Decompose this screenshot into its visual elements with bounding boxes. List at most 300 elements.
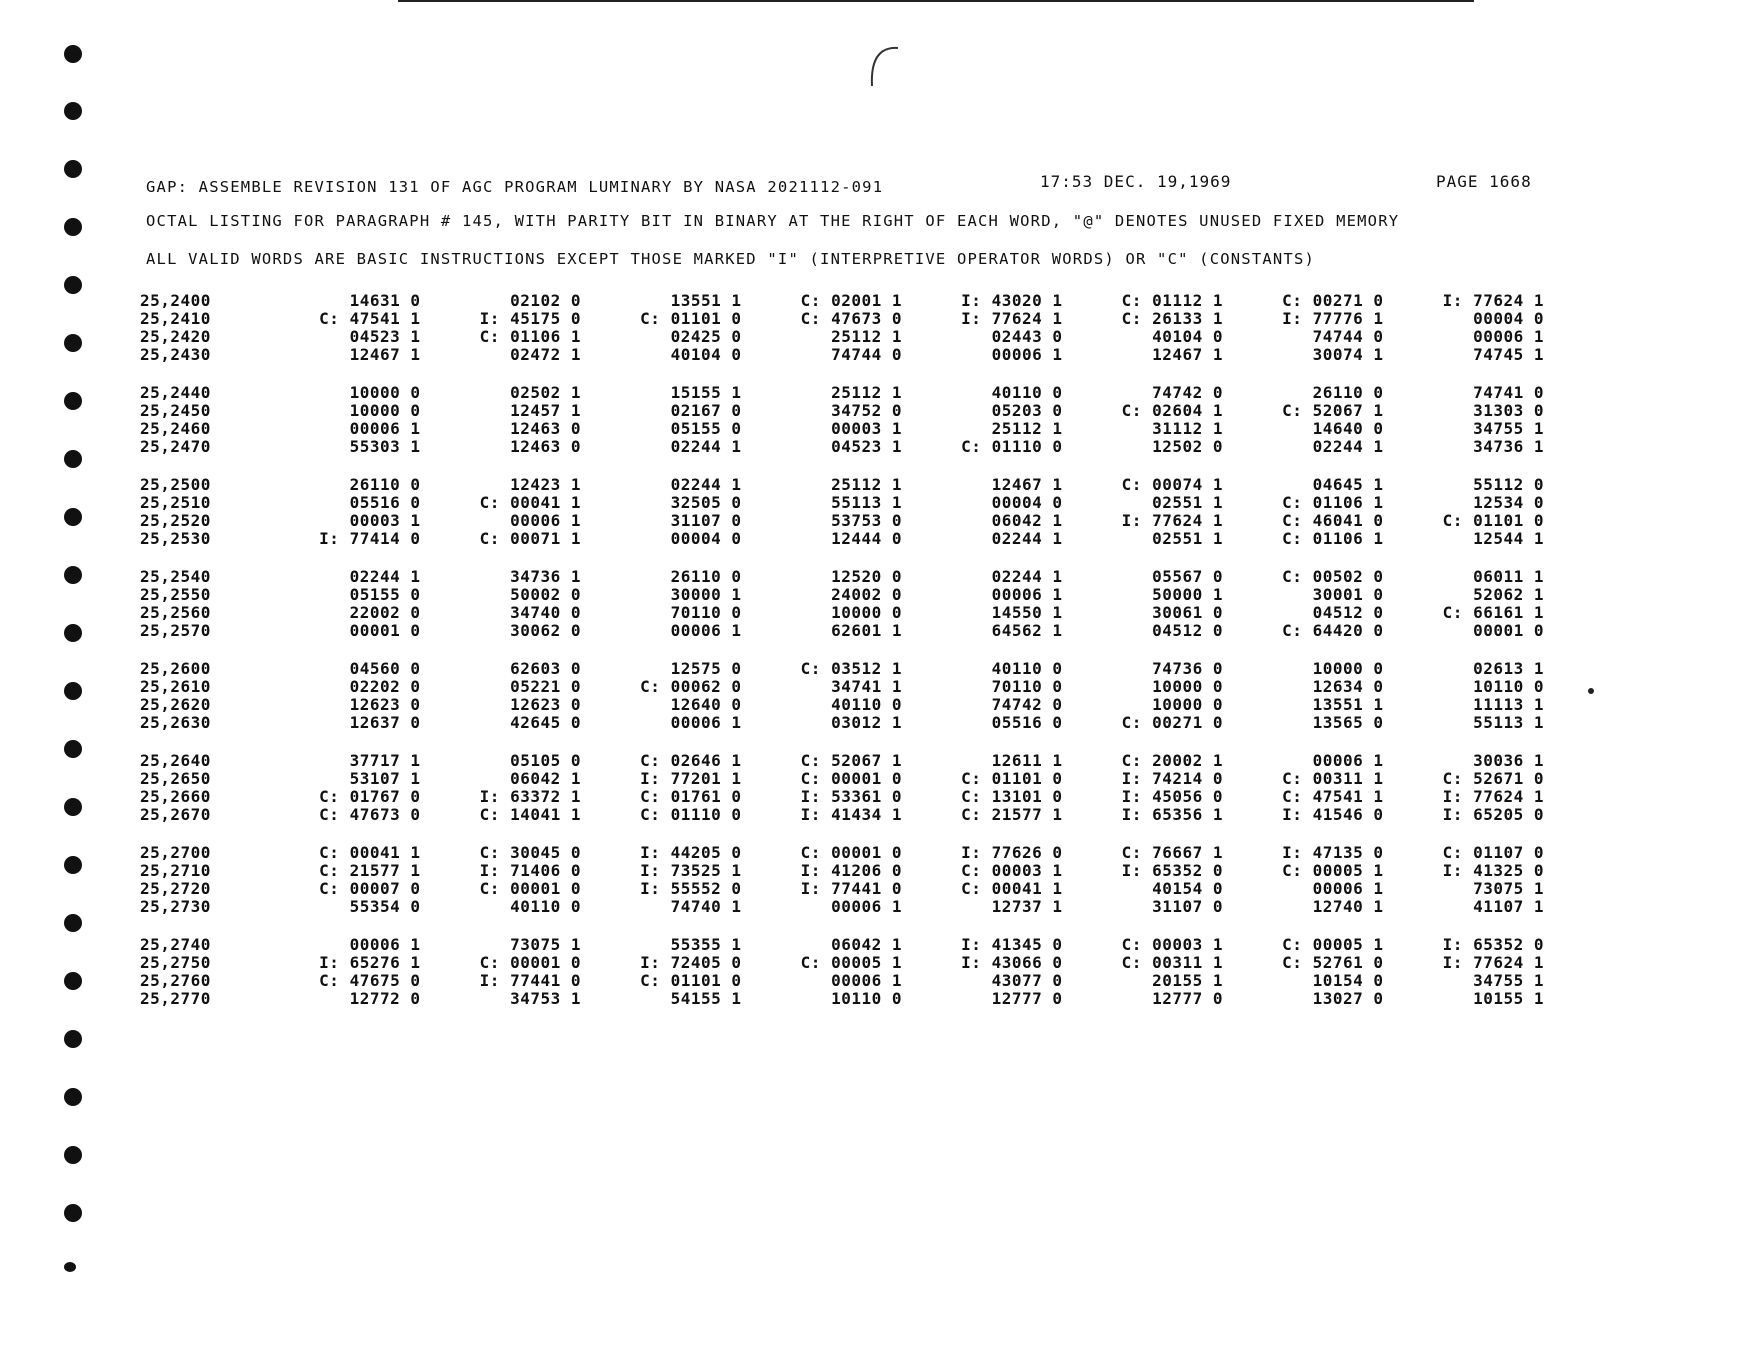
feed-hole xyxy=(64,102,82,120)
word: 22002 0 xyxy=(349,603,421,622)
word: C: 30045 0 xyxy=(479,843,581,862)
listing-row xyxy=(140,586,1550,604)
row-address: 25,2700 xyxy=(140,843,211,862)
listing-row xyxy=(140,844,1550,862)
word: 14631 0 xyxy=(349,291,421,310)
word: 40104 0 xyxy=(670,345,742,364)
listing-row xyxy=(140,310,1550,328)
word: 11113 1 xyxy=(1473,695,1544,714)
word: I: 47135 0 xyxy=(1282,843,1384,862)
row-address: 25,2440 xyxy=(140,383,211,402)
row-address: 25,2560 xyxy=(140,603,211,622)
word: 14640 0 xyxy=(1312,419,1384,438)
feed-hole xyxy=(64,218,82,236)
row-address: 25,2730 xyxy=(140,897,211,916)
word: 06011 1 xyxy=(1473,567,1544,586)
listing-row xyxy=(140,972,1550,990)
word: C: 00001 0 xyxy=(800,843,902,862)
word: C: 52067 1 xyxy=(1282,401,1384,420)
feed-hole xyxy=(64,392,82,410)
word: 15155 1 xyxy=(670,383,742,402)
listing-row xyxy=(140,936,1550,954)
header-line-2: OCTAL LISTING FOR PARAGRAPH # 145, WITH PARITY BIT IN BINARY AT THE RIGHT OF EACH WORD, "@" DENOTES UNUSED FIXED MEMORY xyxy=(146,212,1400,230)
listing-row xyxy=(140,420,1550,438)
row-address: 25,2630 xyxy=(140,713,211,732)
word: I: 65352 0 xyxy=(1442,935,1544,954)
listing-row xyxy=(140,512,1550,530)
word: C: 02001 1 xyxy=(800,291,902,310)
word: 34755 1 xyxy=(1473,419,1544,438)
word: I: 41345 0 xyxy=(961,935,1063,954)
word: C: 01767 0 xyxy=(319,787,421,806)
word: I: 41325 0 xyxy=(1442,861,1544,880)
word: 34741 1 xyxy=(831,677,902,696)
word: 62603 0 xyxy=(510,659,581,678)
word: 00006 1 xyxy=(831,971,902,990)
word: 40110 0 xyxy=(991,659,1063,678)
word: I: 77626 0 xyxy=(961,843,1063,862)
row-address: 25,2640 xyxy=(140,751,211,770)
word: 12534 0 xyxy=(1473,493,1544,512)
row-address: 25,2770 xyxy=(140,989,211,1008)
word: 55112 0 xyxy=(1473,475,1544,494)
listing-row xyxy=(140,568,1550,586)
word: 34736 1 xyxy=(510,567,581,586)
word: 02244 1 xyxy=(670,475,742,494)
feed-hole xyxy=(64,1088,82,1106)
word: C: 00074 1 xyxy=(1121,475,1223,494)
listing-row xyxy=(140,476,1550,494)
word: 12623 0 xyxy=(349,695,421,714)
word: 12640 0 xyxy=(670,695,742,714)
row-address: 25,2650 xyxy=(140,769,211,788)
word: C: 52671 0 xyxy=(1442,769,1544,788)
word: 12623 0 xyxy=(510,695,581,714)
word: C: 00062 0 xyxy=(640,677,742,696)
listing-block xyxy=(140,568,1550,640)
word: I: 63372 1 xyxy=(479,787,581,806)
word: C: 01110 0 xyxy=(961,437,1063,456)
feed-hole xyxy=(64,334,82,352)
word: 54155 1 xyxy=(670,989,742,1008)
word: 02167 0 xyxy=(670,401,742,420)
word: 30074 1 xyxy=(1312,345,1384,364)
word: 13551 1 xyxy=(670,291,742,310)
row-address: 25,2670 xyxy=(140,805,211,824)
word: I: 77201 1 xyxy=(640,769,742,788)
word: 00006 1 xyxy=(349,419,421,438)
feed-hole xyxy=(64,682,82,700)
word: I: 73525 1 xyxy=(640,861,742,880)
word: 00003 1 xyxy=(349,511,421,530)
pen-mark xyxy=(862,42,902,92)
listing-row xyxy=(140,880,1550,898)
word: C: 20002 1 xyxy=(1121,751,1223,770)
word: 12502 0 xyxy=(1152,437,1223,456)
listing-block xyxy=(140,384,1550,456)
word: 12777 0 xyxy=(991,989,1063,1008)
row-address: 25,2510 xyxy=(140,493,211,512)
word: C: 00311 1 xyxy=(1282,769,1384,788)
word: 10000 0 xyxy=(349,383,421,402)
word: I: 77624 1 xyxy=(1121,511,1223,530)
word: 00006 1 xyxy=(991,585,1063,604)
word: 50000 1 xyxy=(1152,585,1223,604)
word: I: 77624 1 xyxy=(1442,787,1544,806)
header-page: PAGE 1668 xyxy=(1436,172,1532,191)
word: 00006 1 xyxy=(349,935,421,954)
word: I: 71406 0 xyxy=(479,861,581,880)
word: 00006 1 xyxy=(670,621,742,640)
word: 00006 1 xyxy=(510,511,581,530)
word: 06042 1 xyxy=(510,769,581,788)
listing-row xyxy=(140,898,1550,916)
word: C: 00502 0 xyxy=(1282,567,1384,586)
listing-block xyxy=(140,292,1550,364)
word: 02502 1 xyxy=(510,383,581,402)
word: C: 47675 0 xyxy=(319,971,421,990)
word: 06042 1 xyxy=(991,511,1063,530)
word: 55113 1 xyxy=(1473,713,1544,732)
word: 34740 0 xyxy=(510,603,581,622)
word: C: 00271 0 xyxy=(1282,291,1384,310)
word: 70110 0 xyxy=(991,677,1063,696)
word: 05567 0 xyxy=(1152,567,1223,586)
feed-hole xyxy=(64,45,82,63)
word: 55113 1 xyxy=(831,493,902,512)
word: C: 13101 0 xyxy=(961,787,1063,806)
word: C: 00041 1 xyxy=(479,493,581,512)
word: C: 47541 1 xyxy=(319,309,421,328)
word: 73075 1 xyxy=(510,935,581,954)
listing-row xyxy=(140,530,1550,548)
word: 34755 1 xyxy=(1473,971,1544,990)
word: I: 77414 0 xyxy=(319,529,421,548)
ink-dot xyxy=(1588,688,1594,694)
word: I: 45175 0 xyxy=(479,309,581,328)
word: C: 01107 0 xyxy=(1442,843,1544,862)
word: C: 02646 1 xyxy=(640,751,742,770)
word: 00006 1 xyxy=(991,345,1063,364)
row-address: 25,2450 xyxy=(140,401,211,420)
feed-hole xyxy=(64,1146,82,1164)
word: 12444 0 xyxy=(831,529,902,548)
word: 06042 1 xyxy=(831,935,902,954)
word: 00006 1 xyxy=(831,897,902,916)
listing-row xyxy=(140,622,1550,640)
word: 74742 0 xyxy=(1152,383,1223,402)
word: 40154 0 xyxy=(1152,879,1223,898)
word: C: 00005 1 xyxy=(1282,935,1384,954)
listing-row xyxy=(140,990,1550,1008)
row-address: 25,2660 xyxy=(140,787,211,806)
listing-row xyxy=(140,788,1550,806)
word: I: 43066 0 xyxy=(961,953,1063,972)
word: 55355 1 xyxy=(670,935,742,954)
word: 74736 0 xyxy=(1152,659,1223,678)
feed-hole xyxy=(64,276,82,294)
word: 37717 1 xyxy=(349,751,421,770)
word: 12777 0 xyxy=(1152,989,1223,1008)
word: I: 65276 1 xyxy=(319,953,421,972)
word: 05105 0 xyxy=(510,751,581,770)
word: I: 77441 0 xyxy=(479,971,581,990)
word: C: 26133 1 xyxy=(1121,309,1223,328)
word: 12423 1 xyxy=(510,475,581,494)
feed-hole xyxy=(64,972,82,990)
word: I: 77624 1 xyxy=(1442,291,1544,310)
word: C: 01101 0 xyxy=(640,971,742,990)
word: 05516 0 xyxy=(349,493,421,512)
word: 02425 0 xyxy=(670,327,742,346)
word: 24002 0 xyxy=(831,585,902,604)
word: C: 01761 0 xyxy=(640,787,742,806)
word: 10110 0 xyxy=(1473,677,1544,696)
word: 43077 0 xyxy=(991,971,1063,990)
listing-row xyxy=(140,696,1550,714)
listing-row xyxy=(140,752,1550,770)
word: 10000 0 xyxy=(1152,677,1223,696)
word: 55303 1 xyxy=(349,437,421,456)
feed-hole xyxy=(64,914,82,932)
word: 53107 1 xyxy=(349,769,421,788)
word: 53753 0 xyxy=(831,511,902,530)
word: I: 53361 0 xyxy=(800,787,902,806)
listing-row xyxy=(140,714,1550,732)
header-line-3: ALL VALID WORDS ARE BASIC INSTRUCTIONS EXCEPT THOSE MARKED "I" (INTERPRETIVE OPERATOR WORDS) OR "C" (CONSTANTS) xyxy=(146,250,1316,268)
word: 02244 1 xyxy=(1312,437,1384,456)
word: 10155 1 xyxy=(1473,989,1544,1008)
word: 25112 1 xyxy=(831,383,902,402)
top-rule xyxy=(398,0,1474,2)
word: I: 55552 0 xyxy=(640,879,742,898)
listing-row xyxy=(140,494,1550,512)
row-address: 25,2470 xyxy=(140,437,211,456)
word: 25112 1 xyxy=(831,327,902,346)
feed-hole xyxy=(64,1030,82,1048)
listing-row xyxy=(140,862,1550,880)
word: C: 66161 1 xyxy=(1442,603,1544,622)
row-address: 25,2620 xyxy=(140,695,211,714)
word: 04523 1 xyxy=(349,327,421,346)
feed-hole xyxy=(64,450,82,468)
word: 74745 1 xyxy=(1473,345,1544,364)
word: 02102 0 xyxy=(510,291,581,310)
word: I: 77624 1 xyxy=(1442,953,1544,972)
word: C: 00005 1 xyxy=(800,953,902,972)
word: 03012 1 xyxy=(831,713,902,732)
word: 00006 1 xyxy=(1312,751,1384,770)
word: 00001 0 xyxy=(1473,621,1544,640)
word: 30062 0 xyxy=(510,621,581,640)
word: C: 46041 0 xyxy=(1282,511,1384,530)
listing-row xyxy=(140,660,1550,678)
word: I: 74214 0 xyxy=(1121,769,1223,788)
row-address: 25,2550 xyxy=(140,585,211,604)
listing-row xyxy=(140,328,1550,346)
word: I: 41206 0 xyxy=(800,861,902,880)
word: C: 03512 1 xyxy=(800,659,902,678)
word: 73075 1 xyxy=(1473,879,1544,898)
feed-hole xyxy=(64,1204,82,1222)
word: 26110 0 xyxy=(670,567,742,586)
listing-row xyxy=(140,292,1550,310)
word: 13551 1 xyxy=(1312,695,1384,714)
word: C: 00311 1 xyxy=(1121,953,1223,972)
word: 70110 0 xyxy=(670,603,742,622)
word: 04560 0 xyxy=(349,659,421,678)
word: C: 00041 1 xyxy=(319,843,421,862)
listing-row xyxy=(140,954,1550,972)
word: 04512 0 xyxy=(1312,603,1384,622)
feed-hole xyxy=(64,566,82,584)
word: 04645 1 xyxy=(1312,475,1384,494)
word: 31107 0 xyxy=(670,511,742,530)
word: 12467 1 xyxy=(349,345,421,364)
word: C: 01112 1 xyxy=(1121,291,1223,310)
listing-block xyxy=(140,936,1550,1008)
row-address: 25,2610 xyxy=(140,677,211,696)
row-address: 25,2500 xyxy=(140,475,211,494)
word: C: 76667 1 xyxy=(1121,843,1223,862)
word: 12740 1 xyxy=(1312,897,1384,916)
word: 25112 1 xyxy=(991,419,1063,438)
word: 26110 0 xyxy=(1312,383,1384,402)
word: 13565 0 xyxy=(1312,713,1384,732)
word: 05155 0 xyxy=(670,419,742,438)
word: 12634 0 xyxy=(1312,677,1384,696)
word: C: 00271 0 xyxy=(1121,713,1223,732)
word: 02551 1 xyxy=(1152,493,1223,512)
word: 00006 1 xyxy=(1312,879,1384,898)
word: C: 01106 1 xyxy=(1282,529,1384,548)
word: 40104 0 xyxy=(1152,327,1223,346)
word: C: 47673 0 xyxy=(800,309,902,328)
feed-hole xyxy=(64,740,82,758)
word: 12467 1 xyxy=(1152,345,1223,364)
word: C: 01106 1 xyxy=(1282,493,1384,512)
word: 00004 0 xyxy=(991,493,1063,512)
word: 25112 1 xyxy=(831,475,902,494)
listing-row xyxy=(140,384,1550,402)
word: C: 00003 1 xyxy=(1121,935,1223,954)
word: C: 00001 0 xyxy=(479,879,581,898)
word: 05203 0 xyxy=(991,401,1063,420)
word: 05221 0 xyxy=(510,677,581,696)
listing-row xyxy=(140,402,1550,420)
word: 74741 0 xyxy=(1473,383,1544,402)
word: 31112 1 xyxy=(1152,419,1223,438)
word: 40110 0 xyxy=(831,695,902,714)
word: I: 72405 0 xyxy=(640,953,742,972)
word: 30000 1 xyxy=(670,585,742,604)
word: 30061 0 xyxy=(1152,603,1223,622)
listing-row xyxy=(140,770,1550,788)
word: I: 41434 1 xyxy=(800,805,902,824)
word: 12737 1 xyxy=(991,897,1063,916)
word: 34752 0 xyxy=(831,401,902,420)
word: 05155 0 xyxy=(349,585,421,604)
word: 02244 1 xyxy=(991,529,1063,548)
listing-block xyxy=(140,844,1550,916)
word: 02472 1 xyxy=(510,345,581,364)
word: C: 00003 1 xyxy=(961,861,1063,880)
feed-hole xyxy=(64,160,82,178)
word: 00001 0 xyxy=(349,621,421,640)
word: C: 00005 1 xyxy=(1282,861,1384,880)
word: I: 77776 1 xyxy=(1282,309,1384,328)
row-address: 25,2420 xyxy=(140,327,211,346)
word: 10000 0 xyxy=(349,401,421,420)
word: 55354 0 xyxy=(349,897,421,916)
word: 12611 1 xyxy=(991,751,1063,770)
word: I: 41546 0 xyxy=(1282,805,1384,824)
word: 31107 0 xyxy=(1152,897,1223,916)
listing-row xyxy=(140,438,1550,456)
row-address: 25,2460 xyxy=(140,419,211,438)
word: C: 01110 0 xyxy=(640,805,742,824)
word: I: 77624 1 xyxy=(961,309,1063,328)
word: 74742 0 xyxy=(991,695,1063,714)
word: C: 01101 0 xyxy=(640,309,742,328)
word: C: 01101 0 xyxy=(1442,511,1544,530)
listing-block xyxy=(140,476,1550,548)
feed-hole xyxy=(64,624,82,642)
row-address: 25,2400 xyxy=(140,291,211,310)
row-address: 25,2530 xyxy=(140,529,211,548)
word: 10110 0 xyxy=(831,989,902,1008)
row-address: 25,2710 xyxy=(140,861,211,880)
word: 10154 0 xyxy=(1312,971,1384,990)
listing-block xyxy=(140,752,1550,824)
word: 10000 0 xyxy=(831,603,902,622)
row-address: 25,2760 xyxy=(140,971,211,990)
word: C: 52761 0 xyxy=(1282,953,1384,972)
feed-hole xyxy=(64,856,82,874)
word: I: 45056 0 xyxy=(1121,787,1223,806)
word: 12637 0 xyxy=(349,713,421,732)
word: C: 01106 1 xyxy=(479,327,581,346)
word: I: 43020 1 xyxy=(961,291,1063,310)
word: 31303 0 xyxy=(1473,401,1544,420)
listing-row xyxy=(140,604,1550,622)
listing-row xyxy=(140,346,1550,364)
word: 26110 0 xyxy=(349,475,421,494)
word: C: 21577 1 xyxy=(319,861,421,880)
word: 12520 0 xyxy=(831,567,902,586)
word: 12457 1 xyxy=(510,401,581,420)
row-address: 25,2750 xyxy=(140,953,211,972)
word: 12544 1 xyxy=(1473,529,1544,548)
word: 12463 0 xyxy=(510,437,581,456)
header-line-1: GAP: ASSEMBLE REVISION 131 OF AGC PROGRAM LUMINARY BY NASA 2021112-091 xyxy=(146,178,884,196)
octal-listing xyxy=(140,292,1550,1028)
word: I: 77441 0 xyxy=(800,879,902,898)
word: C: 64420 0 xyxy=(1282,621,1384,640)
word: 00003 1 xyxy=(831,419,902,438)
row-address: 25,2520 xyxy=(140,511,211,530)
word: C: 00001 0 xyxy=(479,953,581,972)
word: 02613 1 xyxy=(1473,659,1544,678)
word: 74744 0 xyxy=(1312,327,1384,346)
word: C: 00007 0 xyxy=(319,879,421,898)
tractor-feed-holes xyxy=(64,40,88,1340)
word: C: 47673 0 xyxy=(319,805,421,824)
word: 34753 1 xyxy=(510,989,581,1008)
word: I: 65356 1 xyxy=(1121,805,1223,824)
word: 12772 0 xyxy=(349,989,421,1008)
word: 12463 0 xyxy=(510,419,581,438)
